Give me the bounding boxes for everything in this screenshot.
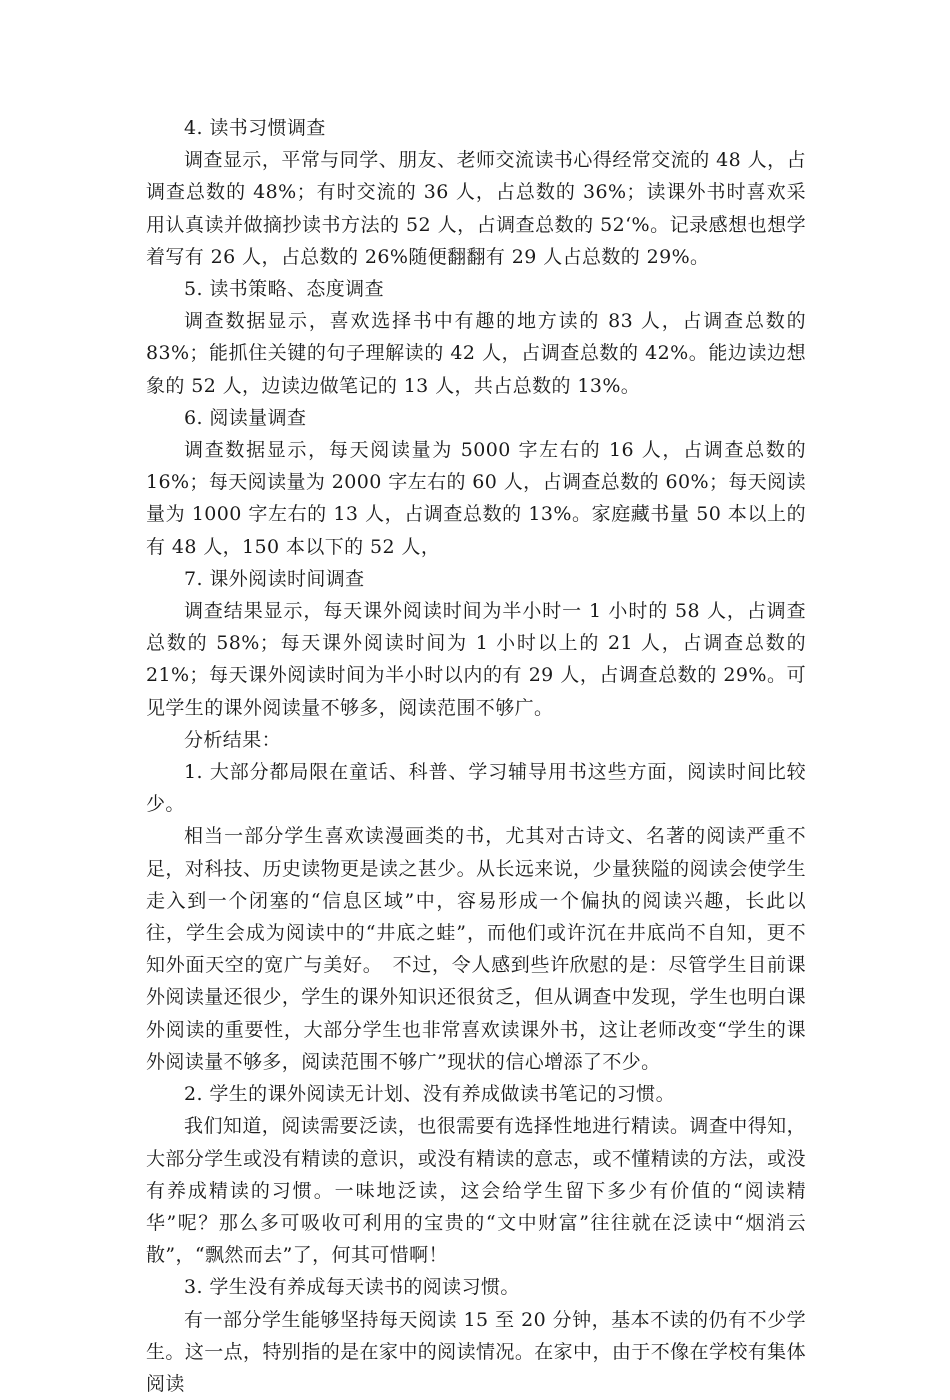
section-5-body: 调查数据显示，喜欢选择书中有趣的地方读的 83 人，占调查总数的 83%；能抓住关键的句子理解读的 42 人，占调查总数的 42%。能边读边想象的 52 人，边读边做笔记的 13 人，共占总数的 13%。 bbox=[146, 310, 806, 397]
section-7-heading: 7. 课外阅读时间调查 bbox=[184, 567, 365, 590]
analysis-point-1-heading: 1. 大部分都局限在童话、科普、学习辅导用书这些方面，阅读时间比较少。 bbox=[146, 761, 806, 816]
section-6-body: 调查数据显示，每天阅读量为 5000 字左右的 16 人，占调查总数的 16%；每天阅读量为 2000 字左右的 60 人，占调查总数的 60%；每天阅读量为 1000 字左右的 13 人，占调查总数的 13%。家庭藏书量 50 本以上的有 48 人，150 本以下的 52 人， bbox=[146, 439, 806, 558]
section-7-body: 调查结果显示，每天课外阅读时间为半小时一 1 小时的 58 人，占调查总数的 58%；每天课外阅读时间为 1 小时以上的 21 人，占调查总数的 21%；每天课外阅读时间为半小时以内的有 29 人，占调查总数的 29%。可见学生的课外阅读量不够多，阅读范围不够广。 bbox=[146, 600, 806, 719]
section-6-heading: 6. 阅读量调查 bbox=[184, 406, 307, 429]
section-4-body: 调查显示，平常与同学、朋友、老师交流读书心得经常交流的 48 人，占调查总数的 48%；有时交流的 36 人，占总数的 36%；读课外书时喜欢采用认真读并做摘抄读书方法的 52 人，占调查总数的 52‘%。记录感想也想学着写有 26 人，占总数的 26%随便翻翻有 29 人占总数的 29%。 bbox=[146, 149, 806, 268]
section-4-heading: 4. 读书习惯调查 bbox=[184, 117, 326, 139]
analysis-point-2-body: 我们知道，阅读需要泛读，也很需要有选择性地进行精读。调查中得知，大部分学生或没有精读的意识，或没有精读的意志，或不懂精读的方法，或没有养成精读的习惯。一味地泛读，这会给学生留下多少有价值的“阅读精华”呢？那么多可吸收可利用的宝贵的“文中财富”往往就在泛读中“烟消云散”，“飘然而去”了，何其可惜啊！ bbox=[146, 1115, 806, 1267]
analysis-heading: 分析结果： bbox=[184, 728, 282, 751]
analysis-point-2-heading: 2. 学生的课外阅读无计划、没有养成做读书笔记的习惯。 bbox=[184, 1083, 675, 1106]
document-page bbox=[146, 112, 806, 1400]
analysis-point-3-heading: 3. 学生没有养成每天读书的阅读习惯。 bbox=[184, 1276, 520, 1299]
analysis-point-1-body: 相当一部分学生喜欢读漫画类的书，尤其对古诗文、名著的阅读严重不足，对科技、历史读物更是读之甚少。从长远来说，少量狭隘的阅读会使学生走入到一个闭塞的“信息区域”中，容易形成一个偏执的阅读兴趣，长此以往，学生会成为阅读中的“井底之蛙”，而他们或许沉在井底尚不自知，更不知外面天空的宽广与美好。 不过，令人感到些许欣慰的是：尽管学生目前课外阅读量还很少，学生的课外知识还很贫乏，但从调查中发现，学生也明白课外阅读的重要性，大部分学生也非常喜欢读课外书，这让老师改变“学生的课外阅读量不够多，阅读范围不够广”现状的信心增添了不少。 bbox=[146, 825, 806, 1073]
section-5-heading: 5. 读书策略、态度调查 bbox=[184, 278, 384, 301]
analysis-point-3-body: 有一部分学生能够坚持每天阅读 15 至 20 分钟，基本不读的仍有不少学生。这一点，特别指的是在家中的阅读情况。在家中，由于不像在学校有集体阅读 bbox=[146, 1308, 806, 1395]
